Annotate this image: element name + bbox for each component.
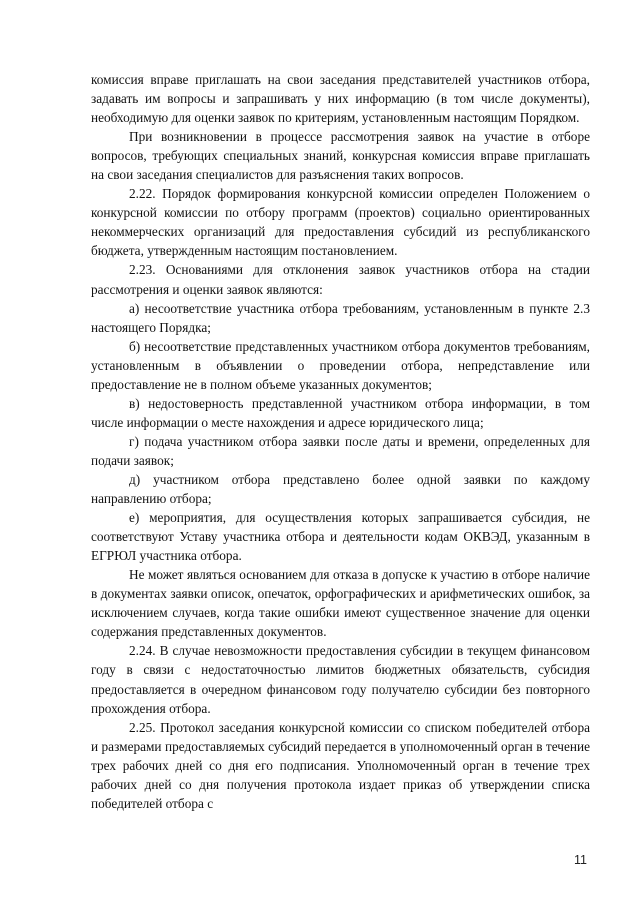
list-item-b: б) несоответствие представленных участником отбора документов требованиям, установленным в объявлении о проведении отбора, непредставление или предоставление не в полном объеме указанных документов;: [91, 338, 590, 392]
list-item-e: е) мероприятия, для осуществления которых запрашивается субсидия, не соответствуют Уставу участника отбора и деятельности кодам ОКВЭД, указанным в ЕГРЮЛ участника отбора.: [91, 510, 590, 564]
paragraph-2-25: 2.25. Протокол заседания конкурсной комиссии со списком победителей отбора и размерами предоставляемых субсидий передается в уполномоченный орган в течение трех рабочих дней со дня его подписания. Уполномоченный орган в течение трех рабочих дней со дня получения протокола издает приказ об утверждении списка победителей отбора с: [91, 719, 590, 811]
paragraph-commission-rights: комиссия вправе приглашать на свои заседания представителей участников отбора, задавать им вопросы и запрашивать у них информацию (в том числе документы), необходимую для оценки заявок по критериям, установленным настоящим Порядком.: [91, 72, 590, 126]
paragraph-errors-exception: Не может являться основанием для отказа в допуске к участию в отборе наличие в документах заявки описок, опечаток, орфографических и арифметических ошибок, за исключением случаев, когда такие ошибки имеют существенное значение для оценки содержания представленных документов.: [91, 567, 590, 640]
list-item-a: а) несоответствие участника отбора требованиям, установленным в пункте 2.3 настоящего Порядка;: [91, 300, 590, 335]
list-item-v: в) недостоверность представленной участником отбора информации, в том числе информации о месте нахождения и адресе юридического лица;: [91, 395, 590, 430]
document-page: [91, 70, 590, 813]
paragraph-2-23: 2.23. Основаниями для отклонения заявок участников отбора на стадии рассмотрения и оценки заявок являются:: [91, 262, 590, 297]
paragraph-specialists: При возникновении в процессе рассмотрения заявок на участие в отборе вопросов, требующих специальных знаний, конкурсная комиссия вправе приглашать на свои заседания специалистов для разъяснения таких вопросов.: [91, 129, 590, 183]
paragraph-2-24: 2.24. В случае невозможности предоставления субсидии в текущем финансовом году в связи с недостаточностью лимитов бюджетных обязательств, субсидия предоставляется в очередном финансовом году получателю субсидии без повторного прохождения отбора.: [91, 643, 590, 716]
page-number: 11: [574, 853, 587, 867]
list-item-g: г) подача участником отбора заявки после даты и времени, определенных для подачи заявок;: [91, 433, 590, 468]
paragraph-2-22: 2.22. Порядок формирования конкурсной комиссии определен Положением о конкурсной комиссии по отбору программ (проектов) социально ориентированных некоммерческих организаций для предоставления субсидий из республиканского бюджета, утвержденным настоящим постановлением.: [91, 186, 590, 259]
list-item-d: д) участником отбора представлено более одной заявки по каждому направлению отбора;: [91, 471, 590, 507]
